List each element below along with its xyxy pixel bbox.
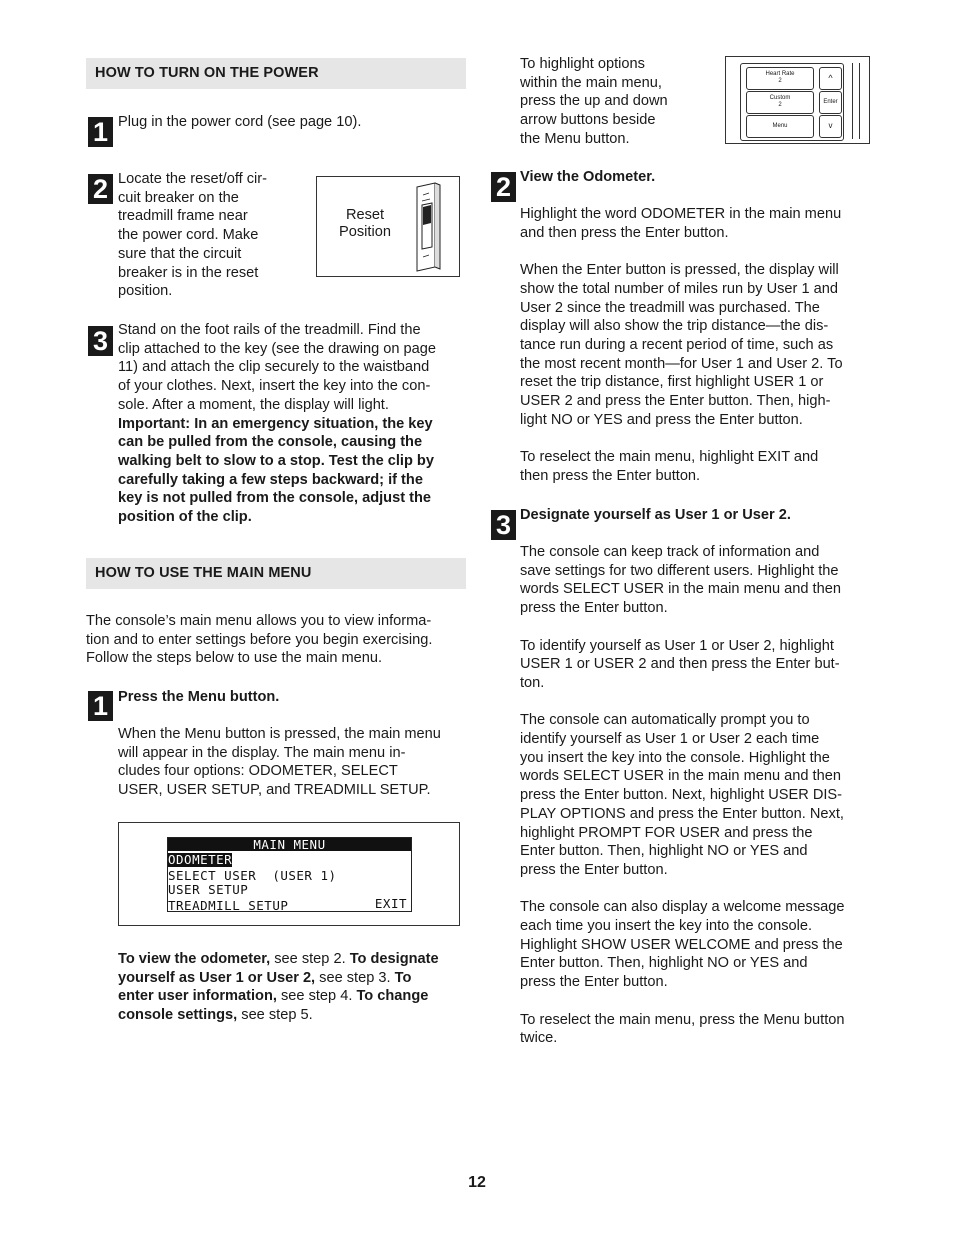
- text-line: will appear in the display. The main menu in-: [118, 744, 406, 761]
- down-arrow-icon: v: [819, 115, 842, 138]
- text-line: of your clothes. Next, insert the key into the con-: [118, 378, 431, 395]
- text-line: 11) and attach the clip securely to the waistband: [118, 359, 430, 376]
- text-line: treadmill frame near: [118, 208, 248, 225]
- text-line: USER, USER SETUP, and TREADMILL SETUP.: [118, 782, 431, 799]
- step-number: 2: [491, 172, 516, 202]
- main-menu-lcd-figure: [118, 822, 460, 926]
- menu-button: Menu: [746, 115, 814, 138]
- text-line: ton.: [520, 674, 545, 691]
- text-line: then press the Enter button.: [520, 467, 701, 484]
- step-title: View the Odometer.: [520, 169, 656, 185]
- text-line: sure that the circuit: [118, 245, 242, 262]
- step-text: Plug in the power cord (see page 10).: [118, 114, 362, 130]
- text-line: Enter button. Then, highlight NO or YES and: [520, 955, 808, 972]
- up-arrow-icon: ^: [819, 67, 842, 90]
- step-text-block: [118, 725, 466, 800]
- text-line: To reselect the main menu, highlight EXIT and: [520, 449, 819, 466]
- ref-bold: To designate: [349, 951, 439, 967]
- step-text-block: [520, 543, 880, 1048]
- text-line: cuit breaker on the: [118, 189, 239, 206]
- text-line: twice.: [520, 1030, 558, 1047]
- step-number: 3: [88, 326, 113, 356]
- step-references: [118, 950, 468, 1025]
- warning-line: Important: In an emergency situation, the key: [118, 415, 433, 432]
- text-line: press the Enter button.: [520, 974, 668, 991]
- intro-paragraph: [86, 612, 466, 668]
- text-line: press the Enter button.: [520, 861, 668, 878]
- heart-rate-button: [746, 67, 814, 90]
- text-line: and then press the Enter button.: [520, 224, 729, 241]
- warning-line: position of the clip.: [118, 509, 252, 526]
- ref-bold: enter user information,: [118, 988, 277, 1005]
- text-line: the most recent month—for User 1 and User 2. To: [520, 355, 843, 372]
- custom-button: [746, 91, 814, 114]
- lcd-item-exit: EXIT: [374, 896, 407, 911]
- step-title: Press the Menu button.: [118, 689, 280, 705]
- text-line: press the Enter button. Next, highlight USER DIS-: [520, 787, 843, 804]
- text-line: display will also show the trip distance—the dis-: [520, 318, 829, 335]
- lcd-screen: [167, 837, 412, 912]
- text-line: you insert the key into the console. Highlight the: [520, 749, 830, 766]
- lcd-item-treadmill-setup: TREADMILL SETUP: [168, 898, 289, 913]
- text-line: reset the trip distance, first highlight USER 1 or: [520, 374, 824, 391]
- text-line: When the Menu button is pressed, the main menu: [118, 726, 441, 742]
- ref-text: see step 4.: [276, 988, 357, 1005]
- ref-text: see step 2.: [270, 951, 350, 967]
- ref-text: see step 3.: [315, 969, 395, 986]
- text-line: To identify yourself as User 1 or User 2, highlight: [520, 637, 834, 654]
- text-line: Follow the steps below to use the main menu.: [86, 650, 383, 667]
- step-title: Designate yourself as User 1 or User 2.: [520, 507, 791, 523]
- text-line: show the total number of miles run by User 1 and: [520, 280, 838, 297]
- text-line: When the Enter button is pressed, the display will: [520, 262, 839, 279]
- console-edge: [852, 63, 860, 139]
- text-line: words SELECT USER in the main menu and then: [520, 581, 841, 598]
- lcd-title: MAIN MENU: [168, 838, 411, 851]
- text-line: arrow buttons beside: [520, 112, 656, 129]
- ref-bold: To: [394, 969, 412, 986]
- step-number: 1: [88, 691, 113, 721]
- text-line: Enter button. Then, highlight NO or YES and: [520, 843, 808, 860]
- text-line: Highlight the word ODOMETER in the main menu: [520, 206, 842, 222]
- text-line: position.: [118, 283, 173, 300]
- text-line: The console can keep track of information and: [520, 544, 820, 560]
- text-line: press the Enter button.: [520, 600, 668, 617]
- enter-button: Enter: [819, 91, 842, 114]
- text-line: tion and to enter settings before you begin exercising.: [86, 631, 433, 648]
- warning-line: carefully taking a few steps backward; if the: [118, 471, 423, 488]
- step-text-block: [118, 321, 466, 527]
- text-line: the power cord. Make: [118, 227, 259, 244]
- text-line: identify yourself as User 1 or User 2 each time: [520, 731, 820, 747]
- console-buttons-figure: [725, 56, 870, 144]
- text-line: each time you insert the key into the console.: [520, 918, 813, 935]
- button-label: 2: [778, 102, 782, 108]
- ref-bold: console settings,: [118, 1007, 238, 1024]
- lcd-item-select-user: SELECT USER (USER 1): [168, 868, 337, 883]
- text-line: USER 2 and press the Enter button. Then, high-: [520, 393, 831, 410]
- text-line: the Menu button.: [520, 130, 630, 147]
- step-text-block: [118, 170, 298, 301]
- step-number: 1: [88, 117, 113, 147]
- text-line: save settings for two different users. Highlight the: [520, 562, 839, 579]
- page-number: 12: [468, 1174, 486, 1191]
- step-number: 2: [88, 174, 113, 204]
- reset-position-figure: [316, 176, 460, 277]
- text-line: tance run during a recent period of time, such as: [520, 336, 834, 353]
- button-label: Heart Rate: [765, 71, 795, 77]
- text-line: PLAY OPTIONS and press the Enter button. Next,: [520, 805, 844, 822]
- lcd-item-user-setup: USER SETUP: [168, 882, 249, 897]
- text-line: The console can automatically prompt you to: [520, 712, 810, 729]
- text-line: To reselect the main menu, press the Menu button: [520, 1011, 845, 1028]
- ref-bold: yourself as User 1 or User 2,: [118, 969, 316, 986]
- warning-line: can be pulled from the console, causing the: [118, 434, 423, 451]
- text-line: words SELECT USER in the main menu and then: [520, 768, 841, 785]
- section-heading-power: HOW TO TURN ON THE POWER: [86, 58, 466, 89]
- step-number: 3: [491, 510, 516, 540]
- button-label: Custom: [769, 95, 791, 101]
- text-line: clip attached to the key (see the drawing on page: [118, 340, 437, 357]
- intro-paragraph: [520, 55, 710, 149]
- text-line: User 2 since the treadmill was purchased. The: [520, 299, 820, 316]
- text-line: The console’s main menu allows you to view informa-: [86, 613, 432, 629]
- text-line: breaker is in the reset: [118, 264, 259, 281]
- lcd-row: [168, 897, 411, 915]
- text-line: highlight PROMPT FOR USER and press the: [520, 824, 813, 841]
- text-line: To highlight options: [520, 56, 645, 72]
- text-line: sole. After a moment, the display will light.: [118, 396, 389, 413]
- text-line: Locate the reset/off cir-: [118, 171, 267, 187]
- warning-line: key is not pulled from the console, adjust the: [118, 490, 432, 507]
- text-line: light NO or YES and press the Enter button.: [520, 411, 803, 428]
- warning-line: walking belt to slow to a stop. Test the clip by: [118, 452, 434, 469]
- button-label: 2: [778, 78, 782, 84]
- ref-bold: To change: [356, 988, 429, 1005]
- figure-label: Reset: [345, 207, 385, 223]
- text-line: press the up and down: [520, 93, 668, 110]
- step-text-block: [520, 205, 880, 486]
- ref-text: see step 5.: [237, 1007, 313, 1024]
- text-line: Stand on the foot rails of the treadmill. Find the: [118, 322, 421, 338]
- text-line: USER 1 or USER 2 and then press the Enter but-: [520, 656, 840, 673]
- ref-bold: To view the odometer,: [118, 951, 271, 967]
- text-line: The console can also display a welcome message: [520, 899, 845, 916]
- circuit-breaker-drawing: [397, 181, 457, 273]
- lcd-item-odometer: ODOMETER: [168, 852, 233, 867]
- text-line: within the main menu,: [520, 74, 662, 91]
- text-line: Highlight SHOW USER WELCOME and press the: [520, 936, 843, 953]
- text-line: cludes four options: ODOMETER, SELECT: [118, 763, 398, 780]
- section-heading-main-menu: HOW TO USE THE MAIN MENU: [86, 558, 466, 589]
- figure-label: Position: [339, 224, 391, 240]
